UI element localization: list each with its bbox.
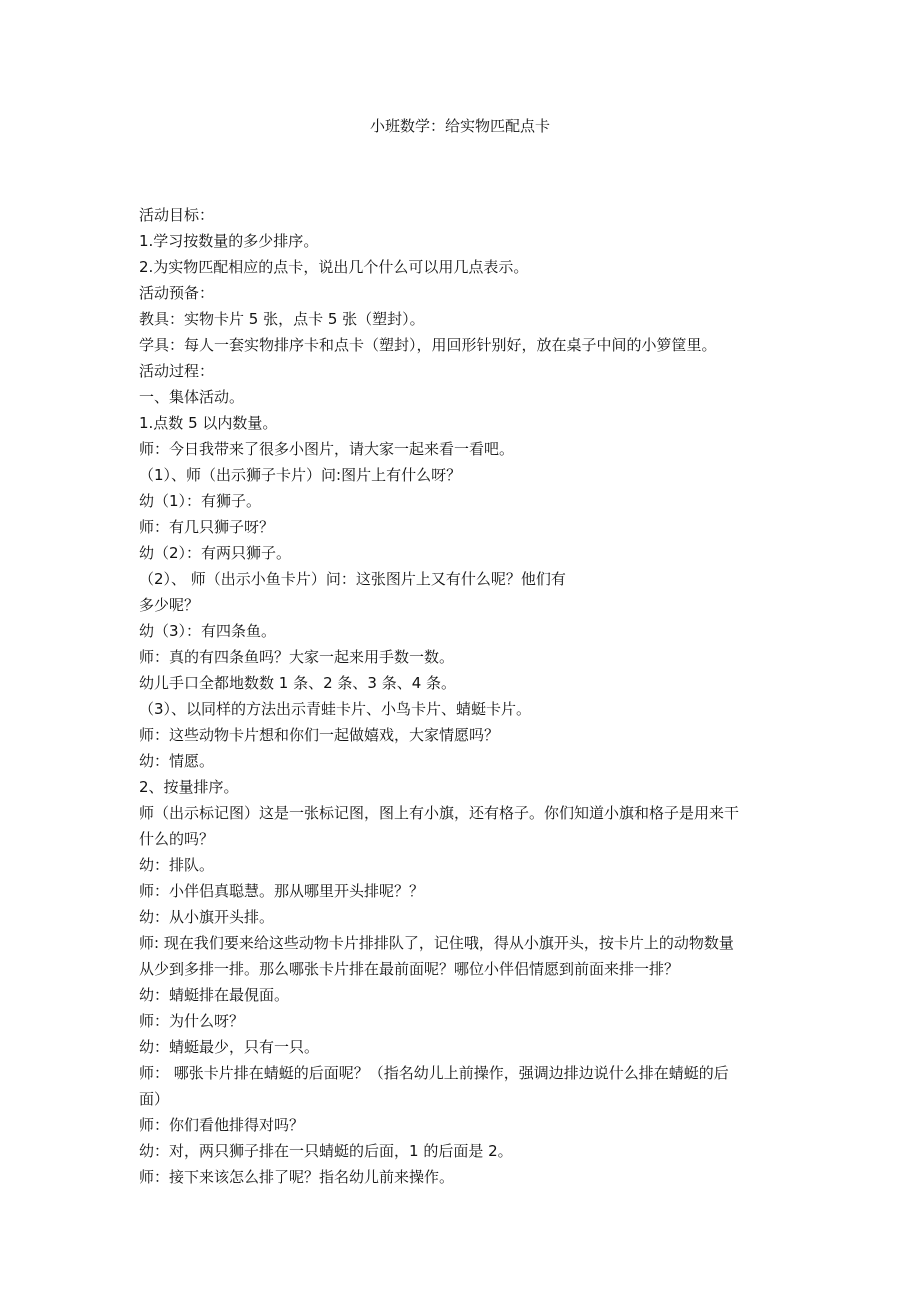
body-line: 师：你们看他排得对吗？ xyxy=(139,1116,305,1134)
body-line: 幼（3）：有四条鱼。 xyxy=(139,622,277,640)
body-line: 2、按量排序。 xyxy=(139,778,239,796)
body-line: 幼：从小旗开头排。 xyxy=(139,908,275,926)
body-line: 师：今日我带来了很多小图片，请大家一起来看一看吧。 xyxy=(139,440,515,458)
body-line: 活动过程： xyxy=(139,362,215,380)
body-line: 师：有几只狮子呀？ xyxy=(139,518,275,536)
body-line: 面） xyxy=(139,1090,170,1108)
body-line: 幼：情愿。 xyxy=(139,752,215,770)
body-line: 2.为实物匹配相应的点卡，说出几个什么可以用几点表示。 xyxy=(139,258,529,276)
body-line: 师：这些动物卡片想和你们一起做嬉戏，大家情愿吗？ xyxy=(139,726,500,744)
body-line: 什么的吗？ xyxy=(139,830,215,848)
document-body xyxy=(139,202,787,1190)
body-line: 师：真的有四条鱼吗？大家一起来用手数一数。 xyxy=(139,648,455,666)
body-line: 幼儿手口全都地数数 1 条、2 条、3 条、4 条。 xyxy=(139,674,457,692)
body-line: （2）、 师（出示小鱼卡片）问：这张图片上又有什么呢？他们有 xyxy=(139,570,566,588)
body-line: 师：为什么呀？ xyxy=(139,1012,245,1030)
body-line: 师：接下来该怎么排了呢？指名幼儿前来操作。 xyxy=(139,1168,455,1186)
body-line: （1）、师（出示狮子卡片）问:图片上有什么呀？ xyxy=(139,466,462,484)
body-line: （3）、以同样的方法出示青蛙卡片、小鸟卡片、蜻蜓卡片。 xyxy=(139,700,532,718)
body-line: 师：小伴侣真聪慧。那从哪里开头排呢？？ xyxy=(139,882,425,900)
body-line: 一、集体活动。 xyxy=(139,388,245,406)
body-line: 师： 哪张卡片排在蜻蜓的后面呢？（指名幼儿上前操作，强调边排边说什么排在蜻蜓的后 xyxy=(139,1064,729,1082)
body-line: 师: 现在我们要来给这些动物卡片排排队了，记住哦，得从小旗开头，按卡片上的动物数量 xyxy=(139,934,734,952)
body-line: 教具：实物卡片 5 张，点卡 5 张（塑封）。 xyxy=(139,310,425,328)
body-line: 活动预备： xyxy=(139,284,215,302)
body-line: 从少到多排一排。那么哪张卡片排在最前面呢？哪位小伴侣情愿到前面来排一排？ xyxy=(139,960,680,978)
body-line: 幼：蜻蜓最少，只有一只。 xyxy=(139,1038,320,1056)
body-line: 活动目标： xyxy=(139,206,215,224)
body-line: 多少呢？ xyxy=(139,596,200,614)
document-title: 小班数学：给实物匹配点卡 xyxy=(369,117,550,135)
body-line: 学具：每人一套实物排序卡和点卡（塑封），用回形针别好，放在桌子中间的小箩筐里。 xyxy=(139,336,717,354)
body-line: 幼（1）：有狮子。 xyxy=(139,492,262,510)
body-line: 幼（2）：有两只狮子。 xyxy=(139,544,292,562)
body-line: 1.点数 5 以内数量。 xyxy=(139,414,278,432)
body-line: 1.学习按数量的多少排序。 xyxy=(139,232,319,250)
body-line: 幼：排队。 xyxy=(139,856,215,874)
body-line: 幼：蜻蜓排在最俔面。 xyxy=(139,986,290,1004)
body-line: 幼：对，两只狮子排在一只蜻蜓的后面，1 的后面是 2。 xyxy=(139,1142,513,1160)
body-line: 师（出示标记图）这是一张标记图，图上有小旗，还有格子。你们知道小旗和格子是用来干 xyxy=(139,804,740,822)
